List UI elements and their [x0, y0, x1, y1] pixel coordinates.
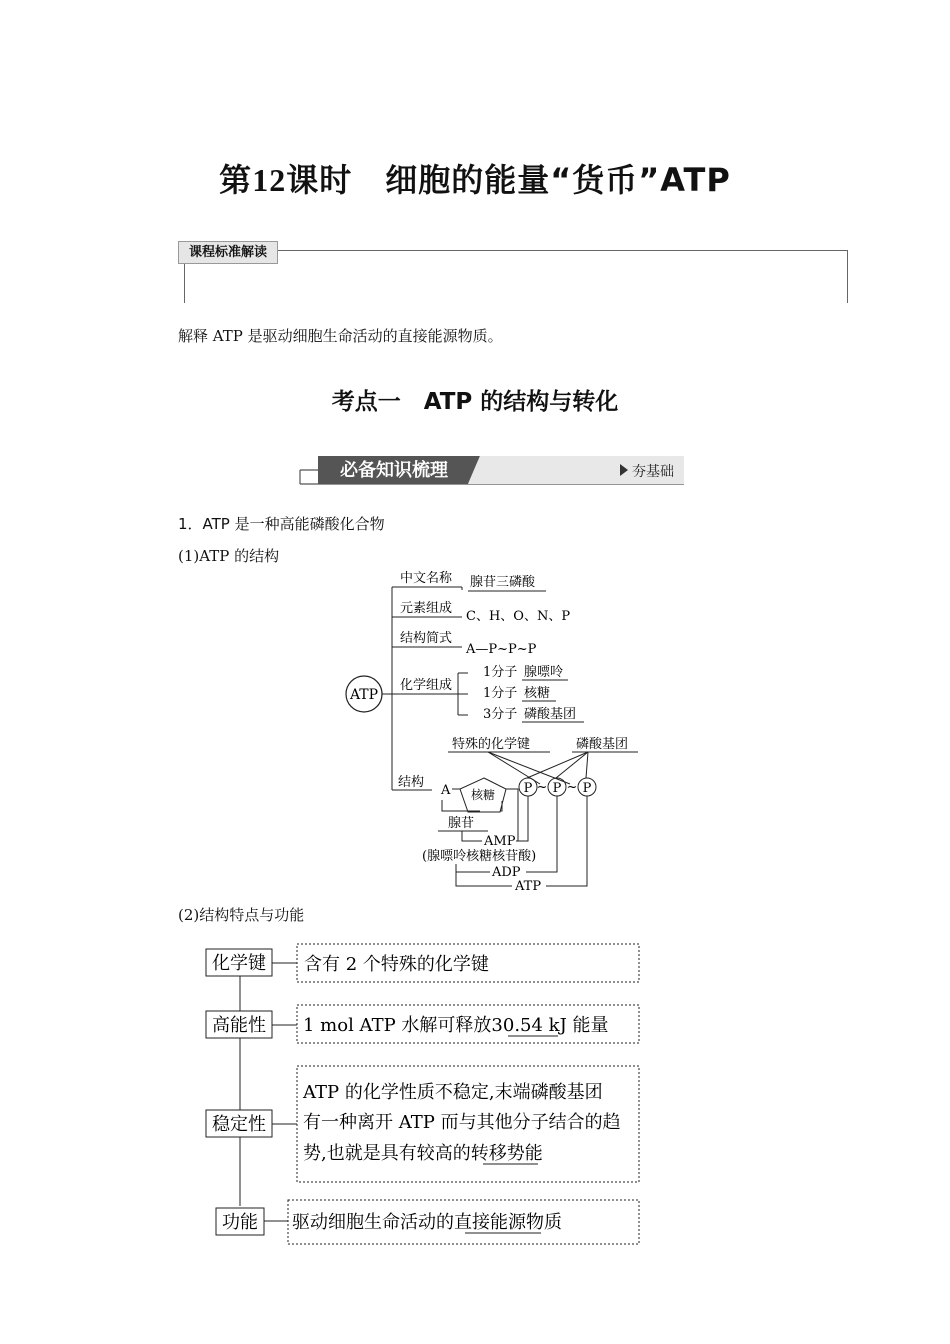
svg-text:1分子: 1分子: [483, 686, 518, 701]
bond-text: 含有 2 个特殊的化学键: [304, 954, 489, 975]
adenine-A: A: [441, 783, 451, 798]
energy-value: 30.54: [491, 1015, 543, 1036]
features-diagram: [200, 938, 646, 1250]
ribose-label: 核糖: [471, 788, 496, 802]
elements-value: C、H、O、N、P: [466, 609, 571, 624]
phosphate-group-label: 磷酸基团: [576, 737, 629, 752]
knowledge-banner: [296, 452, 688, 488]
page-title: 第12课时 细胞的能量“货币”ATP: [219, 161, 731, 199]
banner-right: 夯基础: [632, 464, 674, 480]
phosphate-1: P: [523, 781, 533, 796]
atp-label: ATP: [515, 879, 542, 894]
branch-composition: 化学组成: [400, 678, 453, 693]
bond-label: 特殊的化学键: [452, 737, 531, 752]
svg-text:1分子: 1分子: [483, 665, 518, 680]
sub-heading-2: (2)结构特点与功能: [178, 906, 305, 924]
svg-text:1 mol ATP 水解可释放30.54 kJ 能量: 1 mol ATP 水解可释放30.54 kJ 能量: [303, 1015, 609, 1036]
svg-text:驱动细胞生命活动的直接能源物质: 驱动细胞生命活动的直接能源物质: [292, 1212, 562, 1233]
amp-note: (腺嘌呤核糖核苷酸): [422, 849, 537, 864]
svg-text:~: ~: [536, 780, 548, 795]
branch-elements: 元素组成: [400, 601, 453, 616]
adenine-value: 腺嘌呤: [524, 665, 564, 680]
branch-formula: 结构简式: [400, 631, 453, 646]
svg-text:有一种离开 ATP 而与其他分子结合的趋: 有一种离开 ATP 而与其他分子结合的趋: [303, 1112, 621, 1133]
phosphate-3: P: [582, 781, 592, 796]
label-bond: 化学键: [212, 953, 266, 974]
chinese-name: 腺苷三磷酸: [470, 575, 536, 590]
section-title: 考点一 ATP 的结构与转化: [331, 389, 619, 415]
svg-text:3分子: 3分子: [483, 707, 518, 722]
standard-box: [184, 250, 848, 303]
stability-value: 转移势: [470, 1143, 525, 1164]
banner-label: 必备知识梳理: [340, 460, 448, 481]
phosphate-value: 磷酸基团: [524, 707, 577, 722]
formula-value: A—P~P~P: [466, 642, 537, 657]
atp-center-label: ATP: [349, 687, 379, 703]
standard-text: 解释 ATP 是驱动细胞生命活动的直接能源物质。: [178, 327, 503, 345]
svg-text:ATP 的化学性质不稳定,末端磷酸基团: ATP 的化学性质不稳定,末端磷酸基团: [303, 1082, 603, 1103]
atp-structure-diagram: [340, 565, 650, 895]
label-function: 功能: [222, 1212, 258, 1233]
point-1: 1．ATP 是一种高能磷酸化合物: [178, 515, 385, 533]
label-energy: 高能性: [212, 1015, 266, 1036]
function-value: 直接能源: [454, 1212, 526, 1233]
label-stability: 稳定性: [212, 1114, 266, 1135]
amp-label: AMP: [484, 834, 516, 849]
ribose-value: 核糖: [524, 686, 551, 701]
standard-tab: 课程标准解读: [178, 241, 278, 264]
adenosine-label: 腺苷: [448, 816, 475, 831]
branch-name: 中文名称: [400, 571, 453, 586]
branch-structure: 结构: [398, 775, 425, 790]
svg-text:势,也就是具有较高的转移势能: 势,也就是具有较高的转移势能: [303, 1143, 543, 1164]
sub-heading-1: (1)ATP 的结构: [178, 547, 280, 565]
svg-text:~: ~: [566, 780, 578, 795]
phosphate-2: P: [552, 781, 562, 796]
adp-label: ADP: [492, 865, 521, 880]
